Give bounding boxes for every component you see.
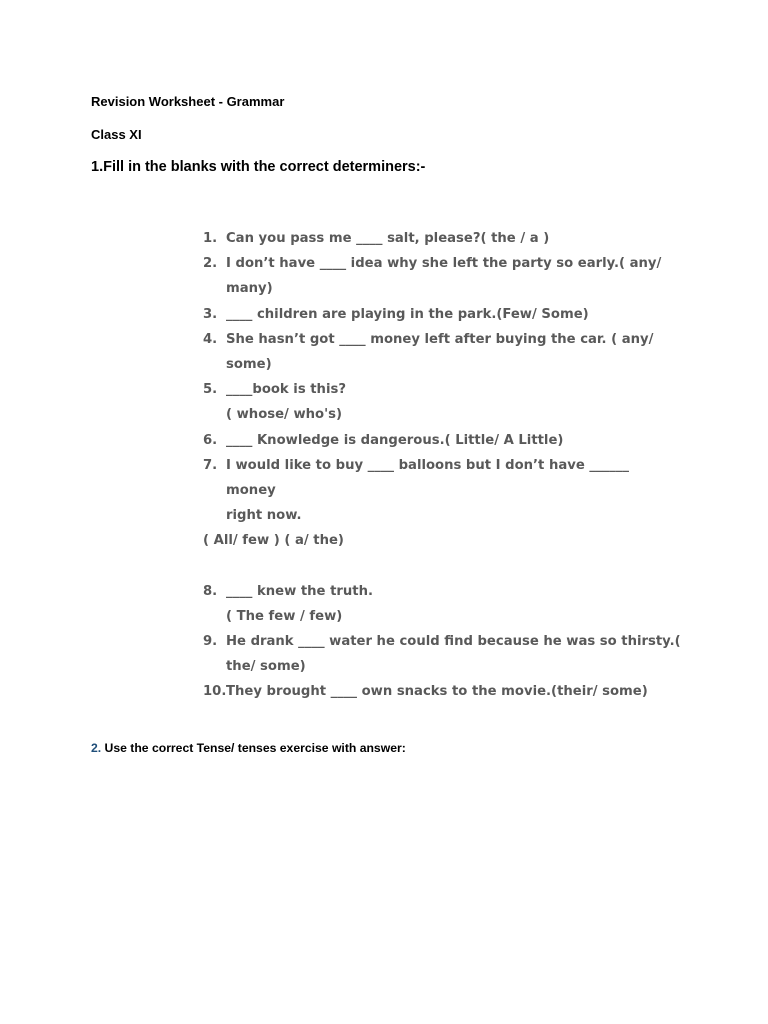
question-text-continued: many) — [226, 281, 273, 297]
question-text: I don’t have ____ idea why she left the party so early.( any/ — [226, 256, 662, 272]
question-number: 6. — [203, 432, 218, 448]
question-number: 1. — [203, 231, 218, 246]
question-number: 8. — [203, 583, 218, 599]
question-text-continued: right now. — [226, 508, 302, 524]
question-7-options — [203, 528, 683, 553]
list-item — [203, 302, 683, 327]
question-text-continued: the/ some) — [226, 659, 306, 675]
question-number: 4. — [203, 331, 218, 347]
question-text: She hasn’t got ____ money left after buying the car. ( any/ — [226, 331, 654, 347]
list-item — [203, 579, 683, 629]
question-number: 5. — [203, 382, 218, 398]
list-item — [203, 327, 683, 377]
question-text: ____ Knowledge is dangerous.( Little/ A Little) — [226, 432, 564, 448]
question-number: 10. — [203, 684, 227, 700]
question-text: ____ knew the truth. — [226, 583, 373, 599]
question-text: Can you pass me ____ salt, please?( the / a ) — [226, 231, 550, 246]
question-number: 7. — [203, 457, 218, 473]
list-item — [203, 226, 683, 251]
question-number: 9. — [203, 634, 218, 650]
question-text-continued: ( The few / few) — [226, 608, 343, 624]
class-label: Class XI — [91, 127, 142, 142]
question-number: 2. — [203, 256, 218, 272]
question-text: I would like to buy ____ balloons but I don’t have ______ money — [226, 457, 629, 499]
section2-heading — [91, 741, 406, 755]
section2-number: 2. — [91, 741, 102, 755]
question-text: They brought ____ own snacks to the movie.(their/ some) — [226, 684, 648, 700]
section1-heading: 1.Fill in the blanks with the correct determiners:- — [91, 159, 426, 175]
list-item — [203, 453, 683, 529]
question-text-continued: some) — [226, 357, 272, 373]
question-text: ____book is this? — [226, 382, 346, 398]
question-list — [203, 226, 683, 705]
question-text: He drank ____ water he could find because he was so thirsty.( — [226, 634, 681, 650]
question-text: ____ children are playing in the park.(Few/ Some) — [226, 306, 589, 322]
list-item — [203, 428, 683, 453]
worksheet-title: Revision Worksheet - Grammar — [91, 94, 285, 109]
question-text-continued: ( whose/ who's) — [226, 407, 342, 423]
spacer — [203, 554, 683, 579]
list-item — [203, 629, 683, 679]
list-item — [203, 251, 683, 301]
list-item — [203, 679, 683, 704]
list-item — [203, 377, 683, 427]
question-options: ( All/ few ) ( a/ the) — [203, 533, 344, 549]
question-number: 3. — [203, 306, 218, 322]
section2-heading-text: Use the correct Tense/ tenses exercise with answer: — [101, 741, 406, 755]
